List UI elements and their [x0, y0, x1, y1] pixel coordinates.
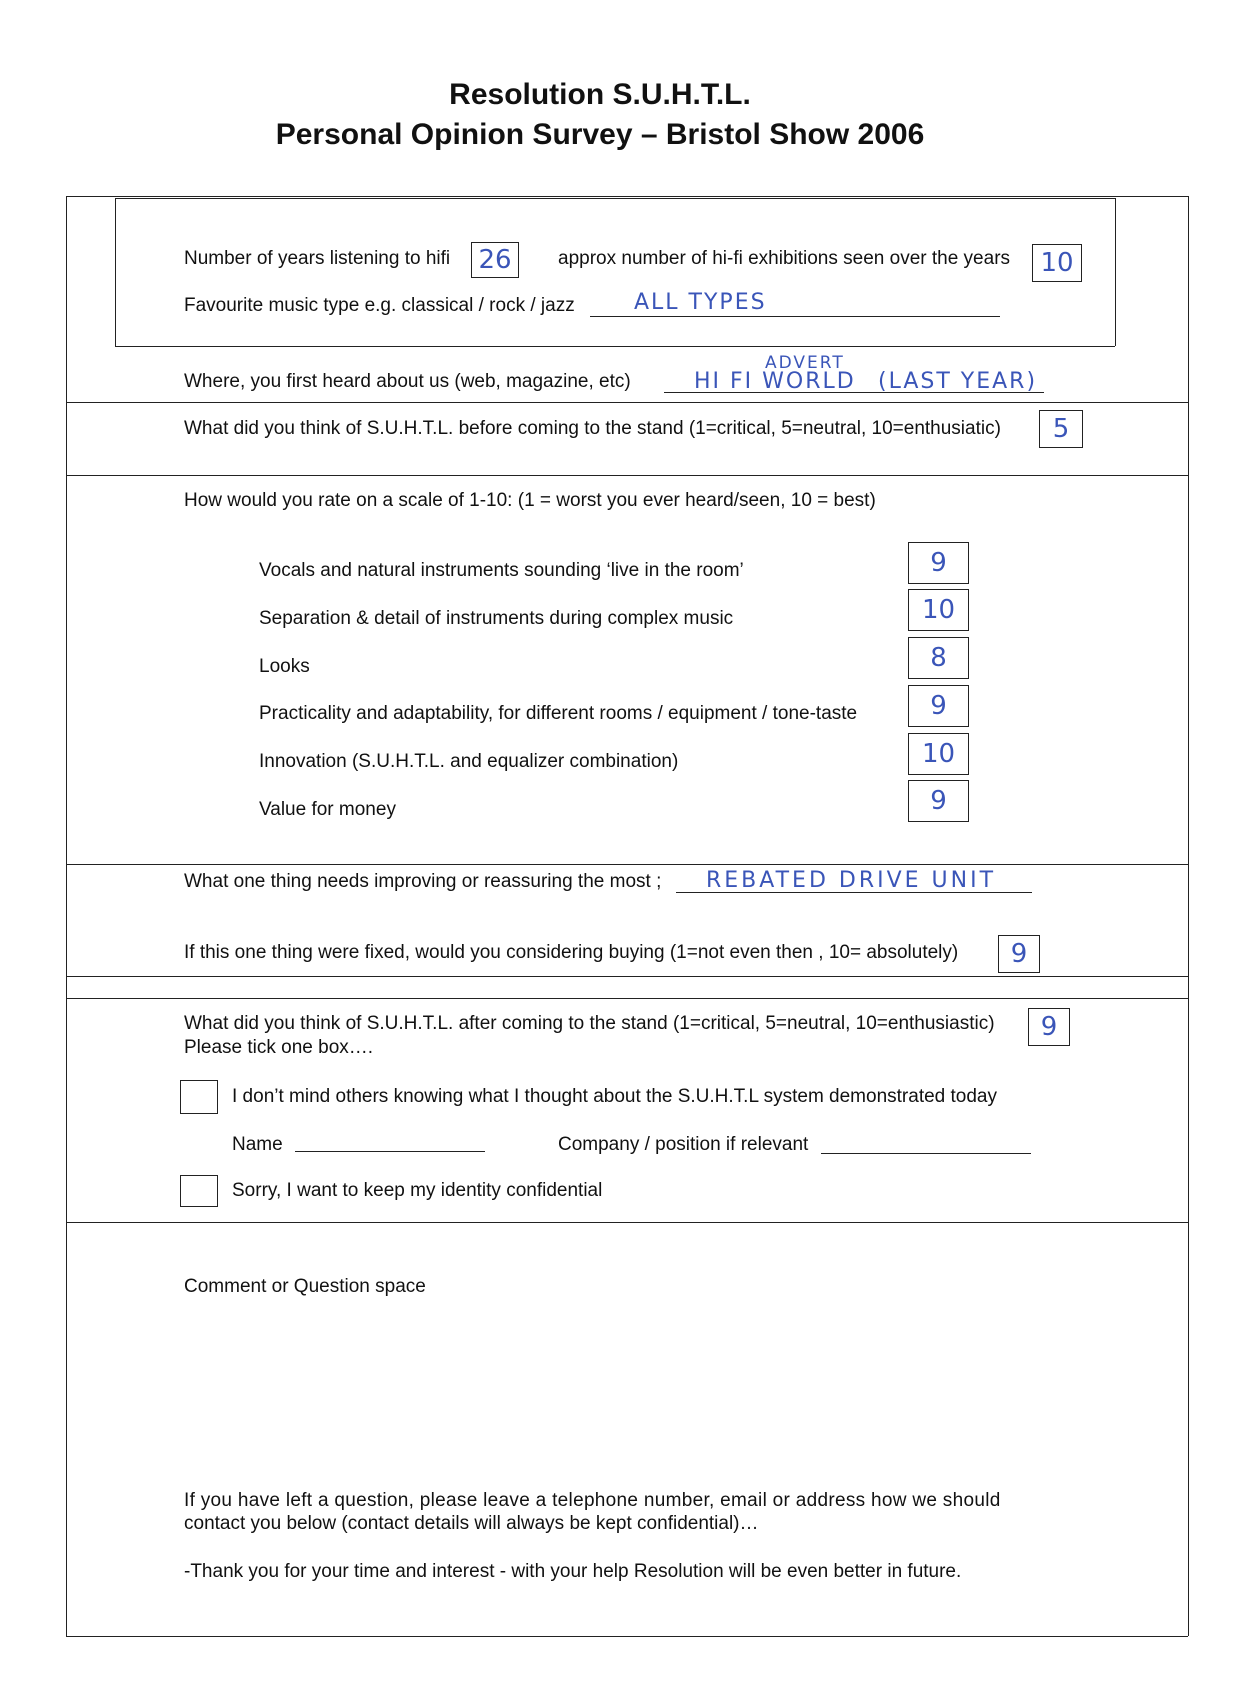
rating-value-box[interactable]: 10: [908, 589, 969, 631]
confidential-checkbox[interactable]: [180, 1175, 218, 1207]
heard-label: Where, you first heard about us (web, magazine, etc): [184, 371, 631, 392]
company-field[interactable]: [821, 1153, 1031, 1154]
thanks-note: -Thank you for your time and interest - with your help Resolution will be even better in future.: [184, 1561, 962, 1582]
outer-frame-top: [66, 196, 1188, 197]
contact-note-line1: If you have left a question, please leave a telephone number, email or address how we should: [184, 1490, 1001, 1511]
public-option-label: I don’t mind others knowing what I thought about the S.U.H.T.L system demonstrated today: [232, 1086, 997, 1107]
divider-after: [66, 1222, 1188, 1223]
inner-frame-left: [115, 198, 116, 346]
public-checkbox[interactable]: [180, 1080, 218, 1114]
years-label: Number of years listening to hifi: [184, 248, 451, 269]
rating-value-box[interactable]: 10: [908, 733, 969, 775]
after-value-box[interactable]: 9: [1028, 1008, 1070, 1046]
tick-prompt: Please tick one box….: [184, 1037, 374, 1058]
outer-frame-left: [66, 196, 67, 1636]
ratings-intro: How would you rate on a scale of 1-10: (1 = worst you ever heard/seen, 10 = best): [184, 490, 876, 511]
inner-frame-right: [1115, 198, 1116, 346]
exhibitions-value-box[interactable]: 10: [1032, 244, 1082, 282]
rating-label: Separation & detail of instruments during complex music: [259, 608, 734, 629]
heard-value[interactable]: HI FI WORLD: [694, 369, 856, 394]
rating-value-box[interactable]: 9: [908, 542, 969, 584]
inner-frame-bottom: [115, 346, 1115, 347]
rating-label: Innovation (S.U.H.T.L. and equalizer combination): [259, 751, 679, 772]
divider-ratings: [66, 864, 1188, 865]
rating-label: Value for money: [259, 799, 396, 820]
name-field[interactable]: [295, 1151, 485, 1152]
music-value[interactable]: ALL TYPES: [634, 290, 767, 315]
music-underline: [590, 316, 1000, 317]
divider-heard: [66, 402, 1188, 403]
form-subtitle: Personal Opinion Survey – Bristol Show 2006: [275, 118, 925, 151]
buy-value-box[interactable]: 9: [998, 935, 1040, 973]
name-label: Name: [232, 1134, 283, 1155]
rating-value-box[interactable]: 8: [908, 637, 969, 679]
divider-before: [66, 475, 1188, 476]
outer-frame-bottom: [66, 1636, 1188, 1637]
heard-annotation: ADVERT: [765, 353, 845, 373]
rating-value-box[interactable]: 9: [908, 780, 969, 822]
rating-label: Looks: [259, 656, 310, 677]
after-label: What did you think of S.U.H.T.L. after coming to the stand (1=critical, 5=neutral, 10=enthusiastic): [184, 1013, 995, 1034]
outer-frame-right: [1188, 196, 1189, 1636]
music-label: Favourite music type e.g. classical / rock / jazz: [184, 295, 575, 316]
exhibitions-label: approx number of hi-fi exhibitions seen over the years: [558, 248, 1011, 269]
rating-label: Practicality and adaptability, for different rooms / equipment / tone-taste: [259, 703, 858, 724]
heard-value-suffix: (LAST YEAR): [878, 369, 1038, 394]
before-value-box[interactable]: 5: [1039, 410, 1083, 448]
company-label: Company / position if relevant: [558, 1134, 809, 1155]
divider-improve-2: [66, 998, 1188, 999]
comment-label: Comment or Question space: [184, 1276, 426, 1297]
divider-improve-1: [66, 976, 1188, 977]
years-value-box[interactable]: 26: [471, 242, 519, 278]
inner-frame-top: [115, 198, 1115, 199]
before-label: What did you think of S.U.H.T.L. before coming to the stand (1=critical, 5=neutral, 10=enthusiatic): [184, 418, 1001, 439]
contact-note-line2: contact you below (contact details will always be kept confidential)…: [184, 1513, 759, 1534]
rating-value-box[interactable]: 9: [908, 685, 969, 727]
form-title: Resolution S.U.H.T.L.: [449, 78, 751, 111]
confidential-option-label: Sorry, I want to keep my identity confidential: [232, 1180, 603, 1201]
rating-label: Vocals and natural instruments sounding ‘live in the room’: [259, 560, 744, 581]
improve-value[interactable]: REBATED DRIVE UNIT: [706, 868, 997, 893]
buy-label: If this one thing were fixed, would you considering buying (1=not even then , 10= absolutely): [184, 942, 959, 963]
improve-label: What one thing needs improving or reassuring the most ;: [184, 871, 662, 892]
